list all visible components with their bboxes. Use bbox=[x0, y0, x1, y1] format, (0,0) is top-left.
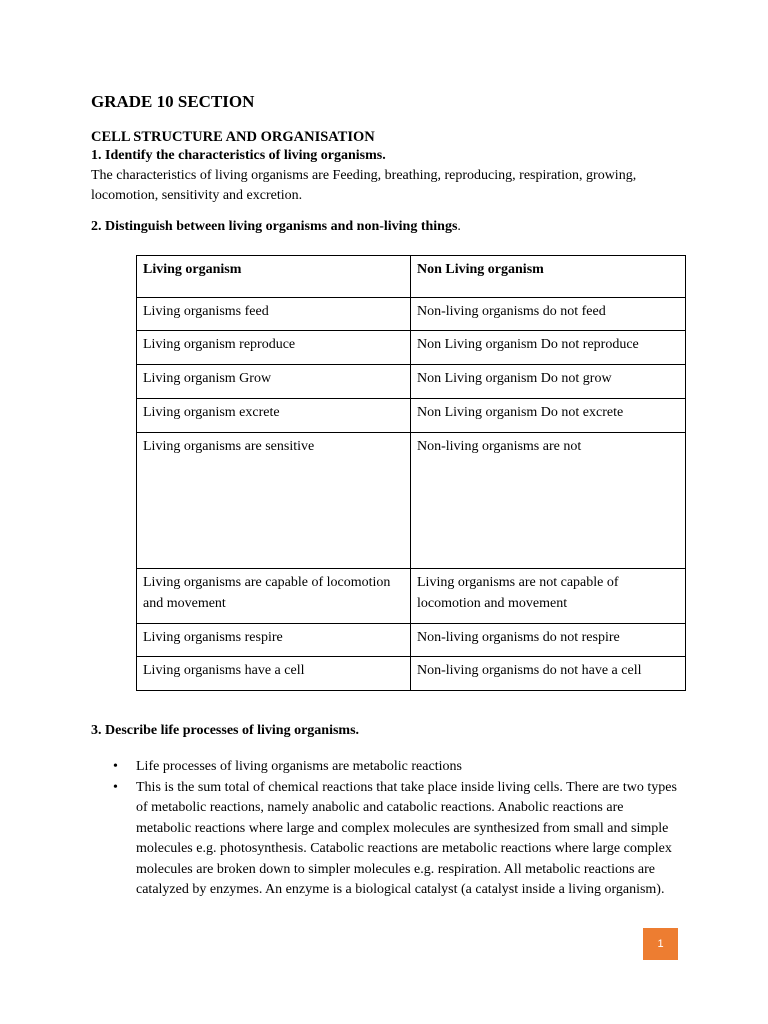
table-cell: Living organisms are sensitive bbox=[137, 433, 411, 569]
table-cell: Living organisms feed bbox=[137, 298, 411, 331]
table-header-cell: Living organism bbox=[137, 256, 411, 298]
table-row bbox=[137, 298, 686, 331]
list-item bbox=[91, 778, 681, 901]
list-item bbox=[91, 757, 681, 778]
table-row bbox=[137, 331, 686, 365]
table-cell: Non-living organisms do not feed bbox=[411, 298, 686, 331]
table-row bbox=[137, 365, 686, 399]
question-2-heading-text: 2. Distinguish between living organisms and non-living things bbox=[91, 219, 458, 234]
table-cell: Non-living organisms do not respire bbox=[411, 624, 686, 657]
table-header-row bbox=[137, 256, 686, 298]
question-2-heading bbox=[91, 219, 461, 235]
bullet-icon: • bbox=[113, 759, 118, 774]
table-header-cell: Non Living organism bbox=[411, 256, 686, 298]
table-cell: Non-living organisms are not bbox=[411, 433, 686, 569]
table-cell: Living organisms respire bbox=[137, 624, 411, 657]
table-cell: Non Living organism Do not reproduce bbox=[411, 331, 686, 365]
table-cell: Non Living organism Do not grow bbox=[411, 365, 686, 399]
table-cell: Living organisms are not capable of locomotion and movement bbox=[411, 569, 686, 624]
section-title: CELL STRUCTURE AND ORGANISATION bbox=[91, 129, 375, 145]
table-row bbox=[137, 624, 686, 657]
table-row bbox=[137, 657, 686, 691]
table-row bbox=[137, 433, 686, 569]
bullet-icon: • bbox=[113, 779, 118, 795]
table-cell: Non-living organisms do not have a cell bbox=[411, 657, 686, 691]
table-cell: Living organism excrete bbox=[137, 399, 411, 433]
question-1-answer: The characteristics of living organisms are Feeding, breathing, reproducing, respiration, growing, locomotion, sensitivity and excretion. bbox=[91, 168, 637, 203]
table-cell: Living organism reproduce bbox=[137, 331, 411, 365]
table-row bbox=[137, 399, 686, 433]
table-cell: Living organism Grow bbox=[137, 365, 411, 399]
table-row bbox=[137, 569, 686, 624]
list-item-text: Life processes of living organisms are metabolic reactions bbox=[136, 759, 462, 774]
comparison-table bbox=[136, 255, 686, 691]
question-2-heading-suffix: . bbox=[457, 219, 461, 234]
question-3-heading: 3. Describe life processes of living organisms. bbox=[91, 723, 360, 738]
question-1-heading: 1. Identify the characteristics of living organisms. bbox=[91, 148, 386, 163]
table-cell: Living organisms are capable of locomotion and movement bbox=[137, 569, 411, 624]
table-cell: Non Living organism Do not excrete bbox=[411, 399, 686, 433]
table-cell: Living organisms have a cell bbox=[137, 657, 411, 691]
grade-title: GRADE 10 SECTION bbox=[91, 92, 255, 111]
life-processes-list bbox=[91, 757, 681, 901]
list-item-text: This is the sum total of chemical reactions that take place inside living cells. There are two types of metabolic reactions, namely anabolic and catabolic reactions. Anabolic reactions are metabolic reactions where large and complex molecules are synthesized from small and simple molecules e.g. photosynthesis. Catabolic reactions are metabolic reactions where large complex molecules are broken down to simpler molecules e.g. respiration. All metabolic reactions are catalyzed by enzymes. An enzyme is a biological catalyst (a catalyst inside a living organism). bbox=[136, 779, 677, 897]
page-number-badge: 1 bbox=[643, 928, 678, 960]
